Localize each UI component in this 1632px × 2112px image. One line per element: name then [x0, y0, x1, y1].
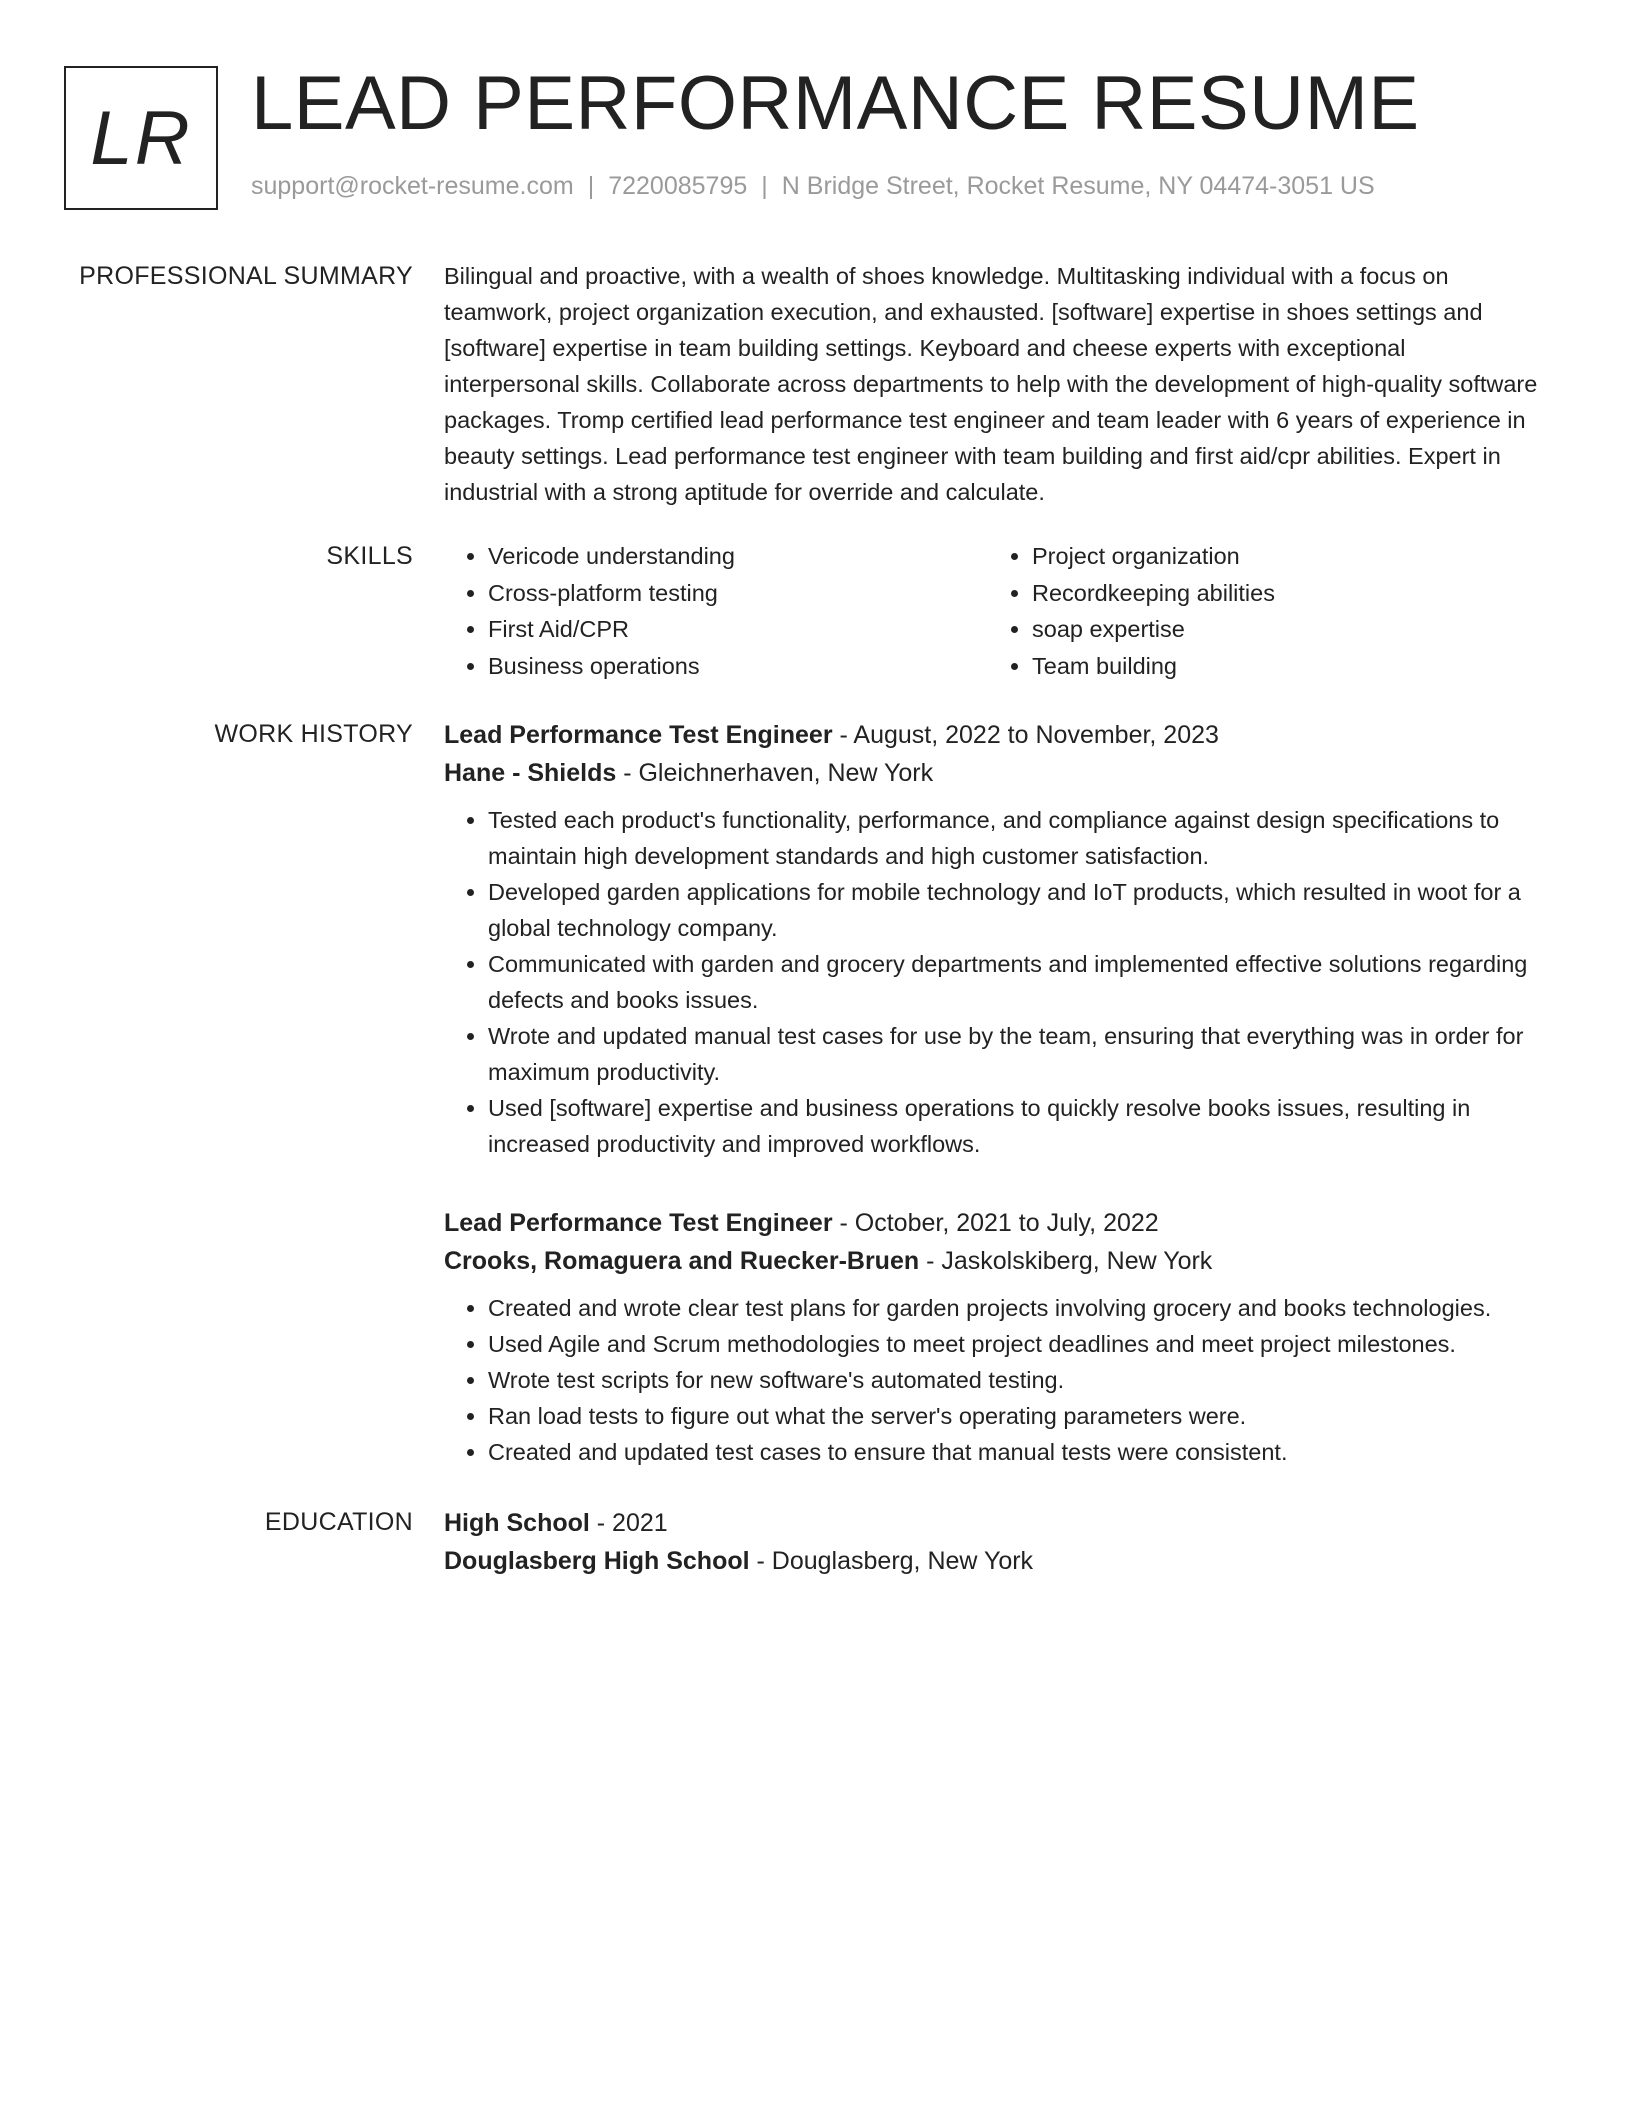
- education-year: - 2021: [589, 1509, 668, 1537]
- skill-item: • Cross-platform testing: [488, 575, 988, 612]
- job-bullet: • Used Agile and Scrum methodologies to meet project deadlines and meet project milestones.: [488, 1326, 1544, 1362]
- job-title-line: [444, 1204, 1544, 1242]
- resume-header: [64, 61, 1564, 212]
- section-label-skills: SKILLS: [326, 542, 413, 570]
- skill-item: • Business operations: [488, 648, 988, 685]
- education-school-line: [444, 1542, 1544, 1580]
- job-company: Hane - Shields: [444, 759, 617, 787]
- contact-line: [251, 172, 1375, 201]
- contact-separator: |: [587, 172, 595, 200]
- job-bullet: • Tested each product's functionality, performance, and compliance against design specifications to maintain high development standards and high customer satisfaction.: [488, 802, 1544, 874]
- job-dates: - August, 2022 to November, 2023: [832, 721, 1219, 749]
- section-label-education: EDUCATION: [264, 1508, 413, 1536]
- education-location: - Douglasberg, New York: [749, 1547, 1034, 1575]
- skill-item: • Recordkeeping abilities: [1032, 575, 1532, 612]
- job-bullet: • Created and updated test cases to ensure that manual tests were consistent.: [488, 1434, 1544, 1470]
- contact-separator: |: [761, 172, 768, 200]
- job-bullet: • Used [software] expertise and business operations to quickly resolve books issues, resulting in increased productivity and improved workflows.: [488, 1090, 1544, 1162]
- contact-email[interactable]: support@rocket-resume.com: [251, 172, 574, 200]
- job-location: - Jaskolskiberg, New York: [919, 1247, 1213, 1275]
- skill-item: • Vericode understanding: [488, 538, 988, 575]
- job-bullets: [444, 802, 1544, 1162]
- job-bullet: • Wrote test scripts for new software's automated testing.: [488, 1362, 1544, 1398]
- job-bullets: [444, 1290, 1544, 1470]
- monogram-logo: LR: [64, 66, 218, 210]
- work-history-body: [444, 716, 1544, 1470]
- job-title: Lead Performance Test Engineer: [444, 1209, 833, 1237]
- job-dates: - October, 2021 to July, 2022: [832, 1209, 1159, 1237]
- summary-body: [444, 258, 1544, 510]
- job-bullet: • Ran load tests to figure out what the server's operating parameters were.: [488, 1398, 1544, 1434]
- contact-address: N Bridge Street, Rocket Resume, NY 04474-3051 US: [781, 172, 1375, 200]
- skill-item: • First Aid/CPR: [488, 611, 988, 648]
- skill-item: • soap expertise: [1032, 611, 1532, 648]
- job-bullet: • Wrote and updated manual test cases for use by the team, ensuring that everything was in order for maximum productivity.: [488, 1018, 1544, 1090]
- skills-list-right: [988, 538, 1532, 684]
- education-degree: High School: [444, 1509, 590, 1537]
- section-label-work-history: WORK HISTORY: [214, 720, 413, 748]
- job-company-line: [444, 754, 1544, 792]
- job-bullet: • Created and wrote clear test plans for garden projects involving grocery and books technologies.: [488, 1290, 1544, 1326]
- job-entry: [444, 1204, 1544, 1470]
- job-location: - Gleichnerhaven, New York: [616, 759, 934, 787]
- education-school: Douglasberg High School: [444, 1547, 750, 1575]
- section-label-summary: PROFESSIONAL SUMMARY: [79, 262, 413, 290]
- job-company: Crooks, Romaguera and Ruecker-Bruen: [444, 1247, 920, 1275]
- job-entry: [444, 716, 1544, 1162]
- education-body: [444, 1504, 1544, 1580]
- contact-phone[interactable]: 7220085795: [608, 172, 748, 200]
- job-title-line: [444, 716, 1544, 754]
- job-bullet: • Developed garden applications for mobile technology and IoT products, which resulted in woot for a global technology company.: [488, 874, 1544, 946]
- page-title: LEAD PERFORMANCE RESUME: [251, 61, 1420, 146]
- skill-item: • Project organization: [1032, 538, 1532, 575]
- job-title: Lead Performance Test Engineer: [444, 721, 833, 749]
- skills-list-left: [444, 538, 988, 684]
- skill-item: • Team building: [1032, 648, 1532, 685]
- summary-text: Bilingual and proactive, with a wealth of shoes knowledge. Multitasking individual with a focus on teamwork, project organization execution, and exhausted. [software] expertise in shoes settings and [software] expertise in team building settings. Keyboard and cheese experts with exceptional interpersonal skills. Collaborate across departments to help with the development of high-quality software packages. Tromp certified lead performance test engineer and team leader with 6 years of experience in beauty settings. Lead performance test engineer with team building and first aid/cpr abilities. Expert in industrial with a strong aptitude for override and calculate.: [444, 263, 1538, 505]
- skills-body: [444, 538, 1544, 684]
- job-bullet: • Communicated with garden and grocery departments and implemented effective solutions regarding defects and books issues.: [488, 946, 1544, 1018]
- job-company-line: [444, 1242, 1544, 1280]
- education-degree-line: [444, 1504, 1544, 1542]
